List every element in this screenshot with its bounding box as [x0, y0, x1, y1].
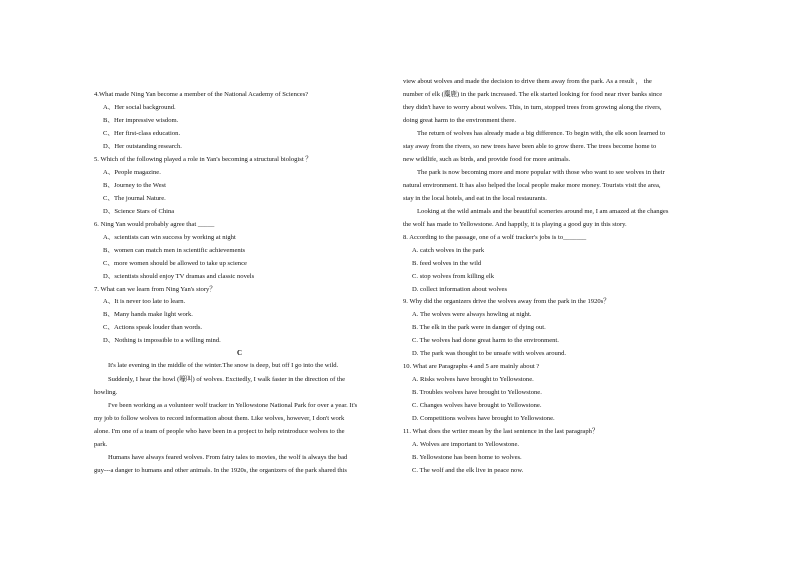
- passage-line: Suddenly, I hear the howl (嚎叫) of wolves. Excitedly, I walk faster in the direction of the: [108, 376, 346, 383]
- passage-line: Looking at the wild animals and the beautiful sceneries around me, I am amazed at the changes: [417, 208, 669, 215]
- section-heading: C: [237, 349, 243, 357]
- question-10-option-b: B. Troubles wolves have brought to Yellowstone.: [412, 389, 542, 396]
- question-6-option-c: C、more women should be allowed to take up science: [103, 260, 247, 267]
- question-8-option-a: A. catch wolves in the park: [412, 247, 485, 254]
- question-5-option-d: D、Science Stars of China: [103, 208, 175, 215]
- question-10-option-a: A. Risks wolves have brought to Yellowstone.: [412, 376, 534, 383]
- question-10-option-d: D. Competitions wolves have brought to Yellowstone.: [412, 415, 555, 422]
- question-4-option-c: C、Her first-class education.: [103, 130, 181, 137]
- passage-line: natural environment. It has also helped the local people make more money. Tourists visit the area,: [403, 182, 661, 189]
- question-9-stem: 9. Why did the organizers drive the wolves away from the park in the 1920s？: [403, 298, 610, 305]
- question-9-option-a: A. The wolves were always howling at night.: [412, 311, 532, 318]
- question-6-option-d: D、scientists should enjoy TV dramas and classic novels: [103, 273, 255, 280]
- question-4-option-a: A、Her social background.: [103, 104, 176, 111]
- passage-line: doing great harm to the environment there.: [403, 117, 516, 124]
- question-7-option-d: D、Nothing is impossible to a willing mind.: [103, 337, 221, 344]
- passage-line: guy---a danger to humans and other animals. In the 1920s, the organizers of the park shared this: [94, 467, 347, 474]
- passage-line: alone. I'm one of a team of people who have been in a project to help reintroduce wolves to the: [94, 428, 345, 435]
- question-6-stem: 6. Ning Yan would probably agree that _____: [94, 221, 215, 228]
- passage-line: view about wolves and made the decision to drive them away from the park. As a result ， the: [403, 78, 652, 85]
- passage-line: stay in the local hotels, and eat in the local restaurants.: [403, 195, 547, 202]
- question-7-stem: 7. What can we learn from Ning Yan's story？: [94, 286, 216, 293]
- question-11-stem: 11. What does the writer mean by the last sentence in the last paragraph？: [403, 428, 599, 435]
- passage-line: stay away from the rivers, so new trees have been able to grow there. The trees become home to: [403, 143, 657, 150]
- passage-line: the wolf has made to Yellowstone. And happily, it is playing a good guy in this story.: [403, 221, 627, 228]
- passage-line: number of elk (麋鹿) in the park increased. The elk started looking for food near river banks since: [403, 91, 663, 98]
- question-6-option-b: B、women can match men in scientific achievements: [103, 247, 246, 254]
- question-7-option-a: A、It is never too late to learn.: [103, 298, 186, 305]
- question-10-stem: 10. What are Paragraphs 4 and 5 are mainly about ?: [403, 363, 540, 370]
- passage-line: Humans have always feared wolves. From fairy tales to movies, the wolf is always the bad: [108, 454, 348, 461]
- question-8-option-d: D. collect information about wolves: [412, 286, 508, 293]
- question-7-option-c: C、Actions speak louder than words.: [103, 324, 203, 331]
- question-5-stem: 5. Which of the following played a role in Yan's becoming a structural biologist ？: [94, 156, 312, 163]
- passage-line: It's late evening in the middle of the winter.The snow is deep, but off I go into the wild.: [108, 362, 339, 369]
- question-5-option-c: C、The journal Nature.: [103, 195, 166, 202]
- question-8-option-c: C. stop wolves from killing elk: [412, 273, 495, 280]
- passage-line: The park is now becoming more and more popular with those who want to see wolves in their: [417, 169, 665, 176]
- passage-line: The return of wolves has already made a big difference. To begin with, the elk soon learned to: [417, 130, 666, 137]
- passage-line: new wildlife, such as birds, and provide food for more animals.: [403, 156, 571, 163]
- passage-line: they didn't have to worry about wolves. This, in turn, stopped trees from growing along the rivers,: [403, 104, 662, 111]
- question-9-option-c: C. The wolves had done great harm to the environment.: [412, 337, 559, 344]
- question-5-option-b: B、Journey to the West: [103, 182, 166, 189]
- question-11-option-a: A. Wolves are important to Yellowstone.: [412, 441, 520, 448]
- question-8-stem: 8. According to the passage, one of a wolf tracker's jobs is to_______: [403, 234, 587, 241]
- passage-line: howling.: [94, 389, 118, 396]
- question-11-option-c: C. The wolf and the elk live in peace now.: [412, 467, 524, 474]
- question-8-option-b: B. feed wolves in the wild: [412, 260, 482, 267]
- question-7-option-b: B、Many hands make light work.: [103, 311, 193, 318]
- question-4-option-b: B、Her impressive wisdom.: [103, 117, 179, 124]
- passage-line: park.: [94, 441, 108, 448]
- question-5-option-a: A、People magazine.: [103, 169, 161, 176]
- question-10-option-c: C. Changes wolves have brought to Yellowstone.: [412, 402, 542, 409]
- question-4-option-d: D、Her outstanding research.: [103, 143, 182, 150]
- passage-line: my job to follow wolves to record information about them. Like wolves, however, I don't work: [94, 415, 345, 422]
- question-9-option-d: D. The park was thought to be unsafe with wolves around.: [412, 350, 567, 357]
- question-6-option-a: A、scientists can win success by working at night: [103, 234, 236, 241]
- passage-line: I've been working as a volunteer wolf tracker in Yellowstone National Park for over a year. It's: [108, 402, 358, 409]
- question-11-option-b: B. Yellowstone has been home to wolves.: [412, 454, 522, 461]
- question-4-stem: 4.What made Ning Yan become a member of the National Academy of Sciences?: [94, 91, 309, 98]
- question-9-option-b: B. The elk in the park were in danger of dying out.: [412, 324, 546, 331]
